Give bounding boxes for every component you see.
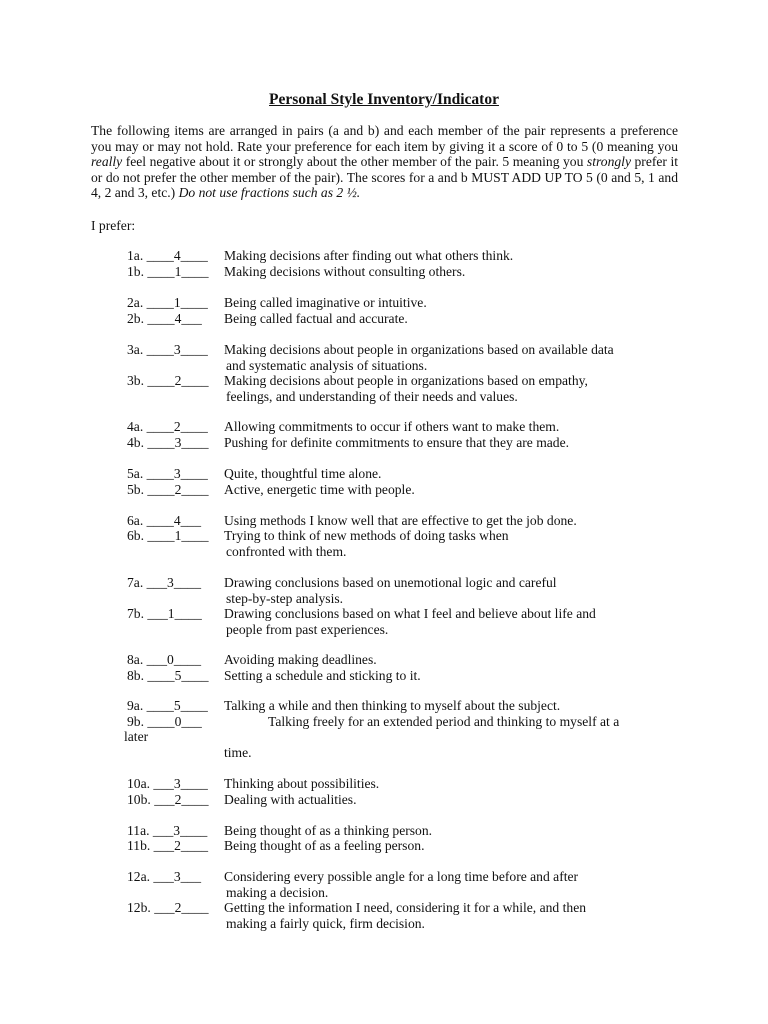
intro-really: really bbox=[91, 154, 123, 169]
item-text-line2: feelings, and understanding of their needs and values. bbox=[226, 388, 518, 404]
item-text-line2: people from past experiences. bbox=[226, 621, 389, 637]
item-text: Active, energetic time with people. bbox=[224, 482, 415, 497]
item-text: Making decisions after finding out what others think. bbox=[224, 248, 514, 263]
item-text: Being called factual and accurate. bbox=[224, 311, 408, 326]
item-text: Dealing with actualities. bbox=[224, 792, 357, 807]
item-text bbox=[224, 606, 674, 637]
item-score: 12a. ___3___ bbox=[127, 869, 202, 884]
item-text: Pushing for definite commitments to ensure that they are made. bbox=[224, 435, 570, 450]
item-text-line1: Drawing conclusions based on unemotional logic and careful bbox=[224, 575, 557, 590]
item-text-line1: Trying to think of new methods of doing tasks when bbox=[224, 528, 509, 543]
item-score: 3a. ____3____ bbox=[127, 342, 208, 357]
item-score: 4a. ____2____ bbox=[127, 419, 208, 434]
intro-text-3: prefer it or do not prefer the other member of the pair). The scores for a and b MUST ADD UP TO 5 (0 and 5, 1 and 4, 2 and 3, etc.) bbox=[91, 154, 679, 200]
item-text bbox=[224, 869, 674, 900]
item-score: 7b. ___1____ bbox=[127, 606, 202, 621]
item-text-line1: Making decisions about people in organizations based on available data bbox=[224, 342, 614, 357]
item-score: 3b. ____2____ bbox=[127, 373, 209, 388]
item-text-line2: later bbox=[124, 729, 149, 744]
item-text: Making decisions without consulting others. bbox=[224, 264, 466, 279]
intro-text-2: feel negative about it or strongly about the other member of the pair. 5 meaning you bbox=[122, 154, 587, 169]
item-score: 11a. ___3____ bbox=[127, 823, 208, 838]
item-text: Setting a schedule and sticking to it. bbox=[224, 668, 421, 683]
item-text-line2: step-by-step analysis. bbox=[226, 590, 344, 606]
item-text bbox=[224, 900, 674, 931]
document-title: Personal Style Inventory/Indicator bbox=[269, 91, 499, 108]
item-text bbox=[224, 373, 674, 404]
item-text: Allowing commitments to occur if others want to make them. bbox=[224, 419, 560, 434]
item-text-line2: confronted with them. bbox=[226, 543, 347, 559]
i-prefer-label: I prefer: bbox=[91, 218, 136, 233]
item-text-line2: making a fairly quick, firm decision. bbox=[226, 915, 425, 931]
item-text-line2: and systematic analysis of situations. bbox=[226, 357, 428, 373]
item-score: 2b. ____4___ bbox=[127, 311, 202, 326]
item-text-line2: making a decision. bbox=[226, 884, 329, 900]
item-text bbox=[224, 528, 674, 559]
item-text: Thinking about possibilities. bbox=[224, 776, 380, 791]
intro-strongly: strongly bbox=[586, 154, 631, 169]
item-score: 1b. ____1____ bbox=[127, 264, 209, 279]
intro-paragraph bbox=[91, 123, 678, 201]
item-score: 8a. ___0____ bbox=[127, 652, 202, 667]
item-text-line1: Getting the information I need, considering it for a while, and then bbox=[224, 900, 587, 915]
item-text: Using methods I know well that are effective to get the job done. bbox=[224, 513, 577, 528]
item-score: 11b. ___2____ bbox=[127, 838, 209, 853]
item-score: 9b. ____0___ bbox=[127, 714, 202, 729]
item-text: Quite, thoughtful time alone. bbox=[224, 466, 382, 481]
item-score: 6b. ____1____ bbox=[127, 528, 209, 543]
item-text: Talking a while and then thinking to myself about the subject. bbox=[224, 698, 561, 713]
item-text: Talking freely for an extended period and thinking to myself at a bbox=[268, 714, 620, 729]
item-text bbox=[224, 575, 674, 606]
item-score: 9a. ____5____ bbox=[127, 698, 208, 713]
item-text: Being thought of as a thinking person. bbox=[224, 823, 433, 838]
item-score: 4b. ____3____ bbox=[127, 435, 209, 450]
intro-fractions-note: Do not use fractions such as 2 ½. bbox=[178, 185, 361, 200]
item-text-line1: Drawing conclusions based on what I feel and believe about life and bbox=[224, 606, 596, 621]
item-score: 12b. ___2____ bbox=[127, 900, 209, 915]
item-score: 7a. ___3____ bbox=[127, 575, 202, 590]
item-text-line3: time. bbox=[224, 745, 252, 760]
item-score: 5a. ____3____ bbox=[127, 466, 208, 481]
item-score: 8b. ____5____ bbox=[127, 668, 209, 683]
item-score: 10a. ___3____ bbox=[127, 776, 208, 791]
item-score: 6a. ____4___ bbox=[127, 513, 202, 528]
item-text-line1: Making decisions about people in organizations based on empathy, bbox=[224, 373, 588, 388]
item-score: 10b. ___2____ bbox=[127, 792, 209, 807]
item-text: Being called imaginative or intuitive. bbox=[224, 295, 427, 310]
item-text-line1: Considering every possible angle for a long time before and after bbox=[224, 869, 579, 884]
item-text: Being thought of as a feeling person. bbox=[224, 838, 425, 853]
item-score: 1a. ____4____ bbox=[127, 248, 208, 263]
item-text bbox=[224, 342, 674, 373]
intro-text-1: The following items are arranged in pairs (a and b) and each member of the pair represents a preference you may or may not hold. Rate your preference for each item by giving it a score of 0 to 5 (0 meaning you bbox=[91, 123, 678, 154]
item-text: Avoiding making deadlines. bbox=[224, 652, 377, 667]
item-score: 5b. ____2____ bbox=[127, 482, 209, 497]
item-score: 2a. ____1____ bbox=[127, 295, 208, 310]
